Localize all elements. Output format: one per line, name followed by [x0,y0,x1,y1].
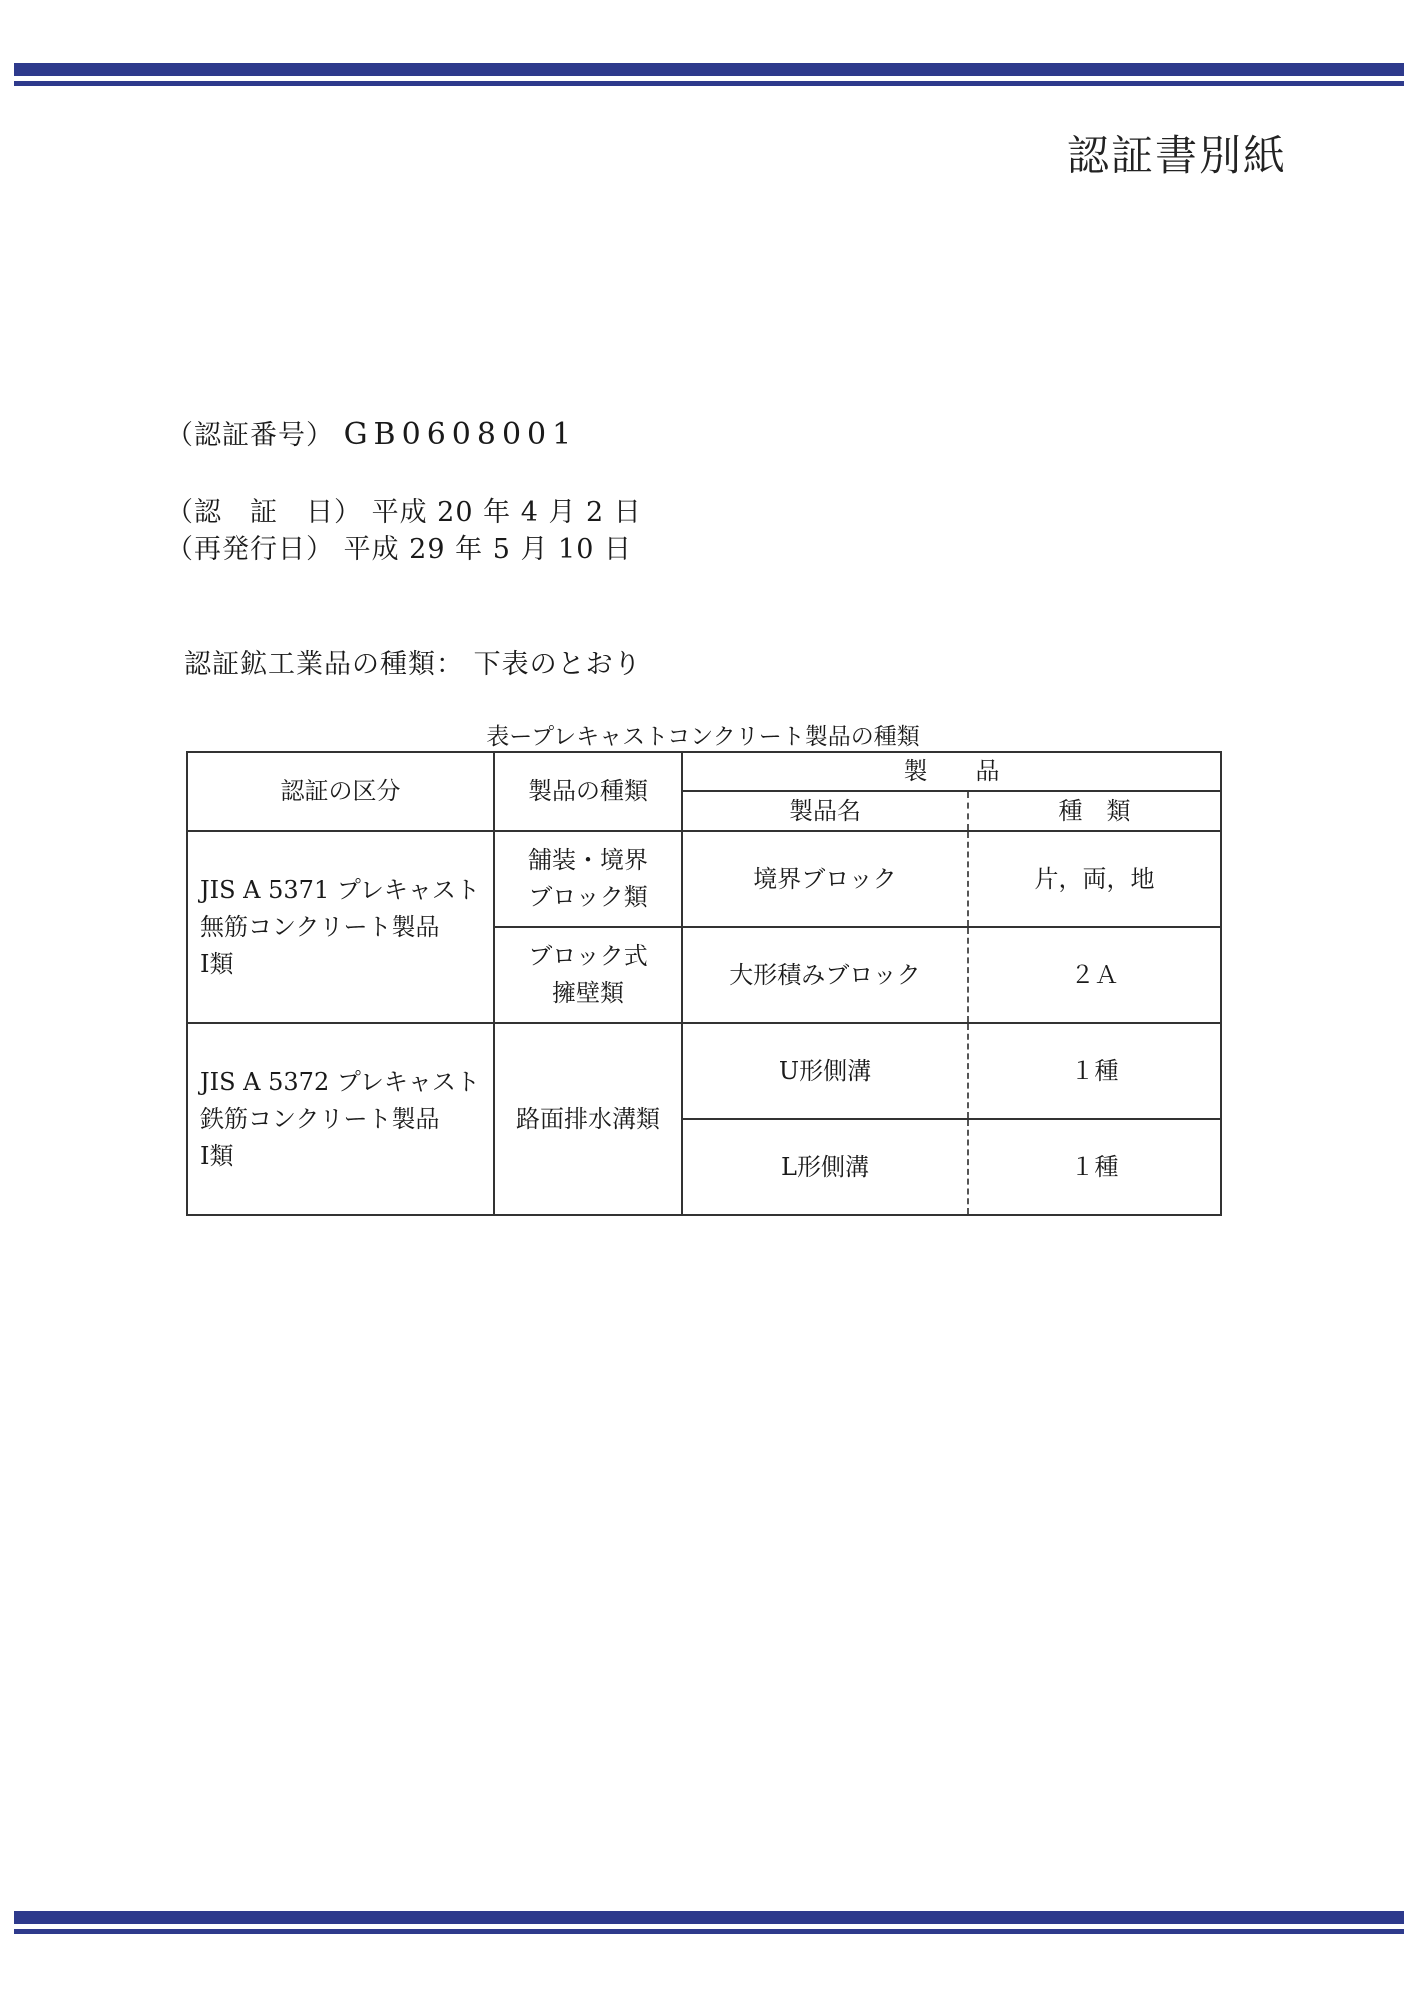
row1-item2-type-line1: ブロック式 [528,942,648,970]
product-kind-line [184,642,642,681]
cert-number-value: GB0608001 [343,417,578,452]
row1-item2-kind: ２Ａ [968,927,1221,1023]
row1-item2-name: 大形積みブロック [682,927,968,1023]
row2-item2-kind: １種 [968,1119,1221,1215]
bottom-decorative-band [14,1911,1404,1934]
row1-item1-name: 境界ブロック [682,831,968,927]
row2-type: 路面排水溝類 [494,1023,682,1215]
row2-item2-name: L形側溝 [682,1119,968,1215]
row1-category-line1: JIS A 5371 プレキャスト [200,875,480,904]
reissue-date-value: 平成 29 年 5 月 10 日 [343,534,632,565]
row2-category-line3: Ⅰ類 [200,1141,234,1170]
cert-number-label: （認証番号） [166,420,334,451]
row1-item1-type-line2: ブロック類 [528,883,648,911]
row2-category-line1: JIS A 5372 プレキャスト [200,1067,480,1096]
cert-date-line [166,490,642,529]
cert-date-label: （認 証 日） [166,497,362,528]
header-product-name: 製品名 [682,791,968,831]
row2-item1-kind: １種 [968,1023,1221,1119]
row1-item2-type-line2: 擁壁類 [552,979,624,1007]
row1-category-line3: Ⅰ類 [200,949,234,978]
table-caption: 表ープレキャストコンクリート製品の種類 [486,724,920,750]
reissue-date-label: （再発行日） [166,534,334,565]
top-decorative-band [14,63,1404,86]
row1-item1-kind: 片，両，地 [968,831,1221,927]
row1-category [187,831,494,1023]
product-kind-value: 下表のとおり [473,649,642,680]
document-title: 認証書別紙 [1066,131,1287,180]
reissue-date-line [166,527,632,566]
row1-item2-type [494,927,682,1023]
header-product [682,752,1221,791]
cert-date-value: 平成 20 年 4 月 2 日 [371,497,642,528]
cert-number-line [166,413,577,452]
product-kind-label: 認証鉱工業品の種類： [184,649,464,680]
header-product-text: 製 品 [903,757,1000,785]
row2-category-line2: 鉄筋コンクリート製品 [200,1104,440,1133]
row1-item1-type [494,831,682,927]
row2-category [187,1023,494,1215]
row2-item1-name: U形側溝 [682,1023,968,1119]
products-table [186,751,1222,1216]
row1-category-line2: 無筋コンクリート製品 [200,912,440,941]
header-kind: 種 類 [968,791,1221,831]
header-category: 認証の区分 [187,752,494,831]
row1-item1-type-line1: 舗装・境界 [528,846,648,874]
header-product-type: 製品の種類 [494,752,682,831]
